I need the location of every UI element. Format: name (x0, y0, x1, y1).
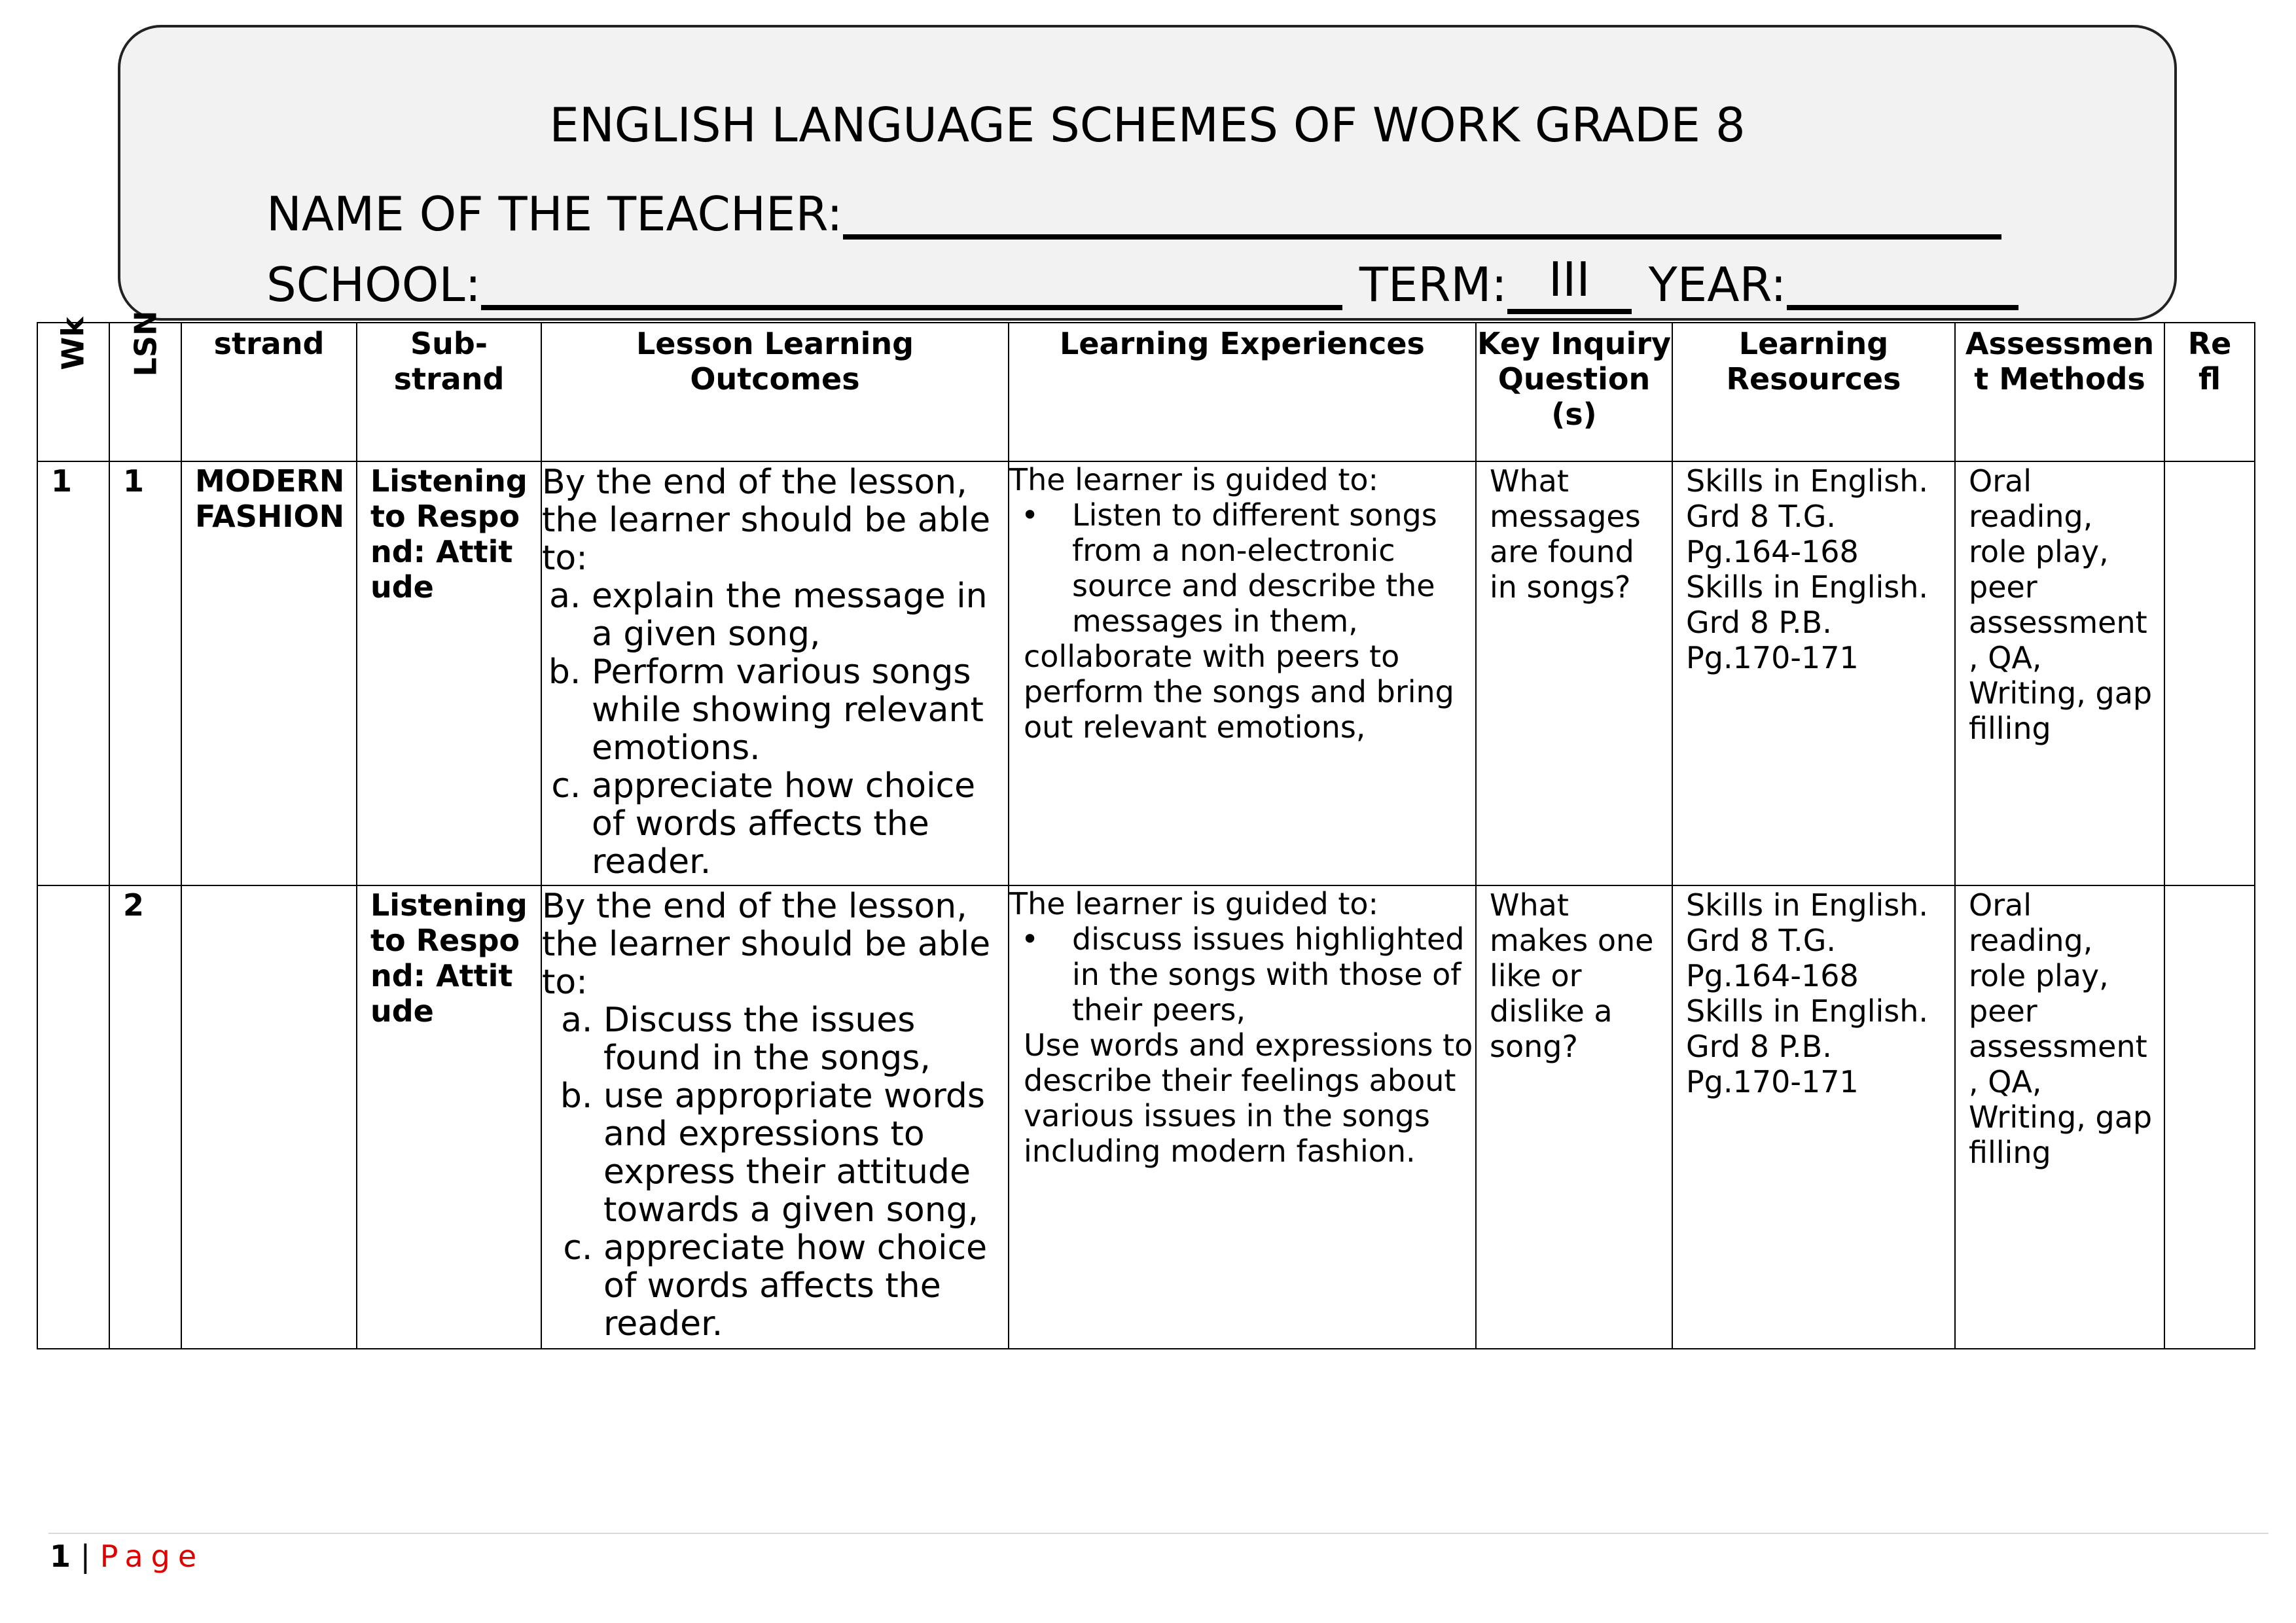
header-refl: Refl (2164, 323, 2255, 461)
cell-refl (2164, 461, 2255, 885)
cell-resources: Skills in English. Grd 8 T.G. Pg.164-168 Skills in English. Grd 8 P.B. Pg.170-171 (1672, 461, 1955, 885)
cell-lsn: 2 (109, 885, 181, 1349)
table-header-row (37, 323, 2255, 461)
cell-experiences (1009, 885, 1476, 1349)
header-inquiry: Key Inquiry Question(s) (1476, 323, 1672, 461)
cell-refl (2164, 885, 2255, 1349)
outcomes-list (542, 577, 1008, 881)
term-label: TERM: (1359, 257, 1507, 312)
header-lsn: LSN (109, 323, 181, 461)
cell-assessment: Oral reading, role play, peer assessment , QA, Writing, gap filling (1955, 885, 2164, 1349)
header-outcomes: Lesson Learning Outcomes (541, 323, 1009, 461)
outcomes-intro: By the end of the lesson, the learner should be able to: (542, 887, 991, 1002)
cell-experiences (1009, 461, 1476, 885)
cell-strand (181, 885, 357, 1349)
teacher-blank (843, 190, 2001, 240)
cell-outcomes (541, 461, 1009, 885)
header-experiences: Learning Experiences (1009, 323, 1476, 461)
cell-strand: MODERN FASHION (181, 461, 357, 885)
header-box (118, 25, 2177, 321)
cell-assessment: Oral reading, role play, peer assessment , QA, Writing, gap filling (1955, 461, 2164, 885)
table-row (37, 885, 2255, 1349)
page-separator: | (80, 1539, 91, 1574)
outcomes-intro: By the end of the lesson, the learner should be able to: (542, 463, 991, 578)
cell-outcomes (541, 885, 1009, 1349)
experiences-intro: The learner is guided to: (1009, 462, 1379, 497)
teacher-label: NAME OF THE TEACHER: (266, 187, 843, 241)
year-blank (1787, 260, 2018, 310)
term-value: III (1507, 250, 1632, 314)
outcome-item: a. explain the message in a given song, (592, 577, 1008, 653)
outcome-item: c. appreciate how choice of words affects the reader. (603, 1229, 1008, 1343)
cell-wk (37, 885, 109, 1349)
experiences-intro: The learner is guided to: (1009, 886, 1379, 921)
page-number: 1 (50, 1539, 71, 1574)
header-wk: Wk (37, 323, 109, 461)
header-resources: Learning Resources (1672, 323, 1955, 461)
page-footer (50, 1537, 204, 1576)
cell-resources: Skills in English. Grd 8 T.G. Pg.164-168 Skills in English. Grd 8 P.B. Pg.170-171 (1672, 885, 1955, 1349)
cell-inquiry: What makes one like or dislike a song? (1476, 885, 1672, 1349)
page-word: Page (99, 1539, 205, 1574)
cell-substrand: Listening to Respond: Attitude (357, 461, 541, 885)
school-blank (481, 260, 1342, 310)
cell-inquiry: What messages are found in songs? (1476, 461, 1672, 885)
outcomes-list (542, 1001, 1008, 1343)
school-label: SCHOOL: (266, 257, 481, 312)
outcome-item: b. Perform various songs while showing relevant emotions. (592, 653, 1008, 767)
experiences-list (1009, 921, 1475, 1027)
scheme-table (37, 310, 2255, 1349)
outcome-item: a. Discuss the issues found in the songs, (603, 1001, 1008, 1077)
experiences-list (1009, 497, 1475, 639)
experience-item: • Listen to different songs from a non-electronic source and describe the messages in them, (1072, 497, 1475, 639)
year-label: YEAR: (1648, 257, 1787, 312)
header-assessment: Assessment Methods (1955, 323, 2164, 461)
header-strand: strand (181, 323, 357, 461)
footer-divider (48, 1533, 2269, 1534)
header-substrand: Sub-strand (357, 323, 541, 461)
outcome-item: c. appreciate how choice of words affects the reader. (592, 767, 1008, 881)
experiences-after: Use words and expressions to describe their feelings about various issues in the songs including modern fashion. (1024, 1027, 1473, 1169)
school-term-year-line (266, 250, 2018, 314)
cell-lsn: 1 (109, 461, 181, 885)
experience-item: • discuss issues highlighted in the songs with those of their peers, (1072, 921, 1475, 1027)
experiences-after: collaborate with peers to perform the songs and bring out relevant emotions, (1024, 639, 1454, 745)
cell-substrand: Listening to Respond: Attitude (357, 885, 541, 1349)
table-row (37, 461, 2255, 885)
cell-wk: 1 (37, 461, 109, 885)
outcome-item: b. use appropriate words and expressions to express their attitude towards a given song, (603, 1077, 1008, 1229)
document-title: ENGLISH LANGUAGE SCHEMES OF WORK GRADE 8 (549, 98, 1746, 152)
teacher-line (266, 185, 2001, 243)
